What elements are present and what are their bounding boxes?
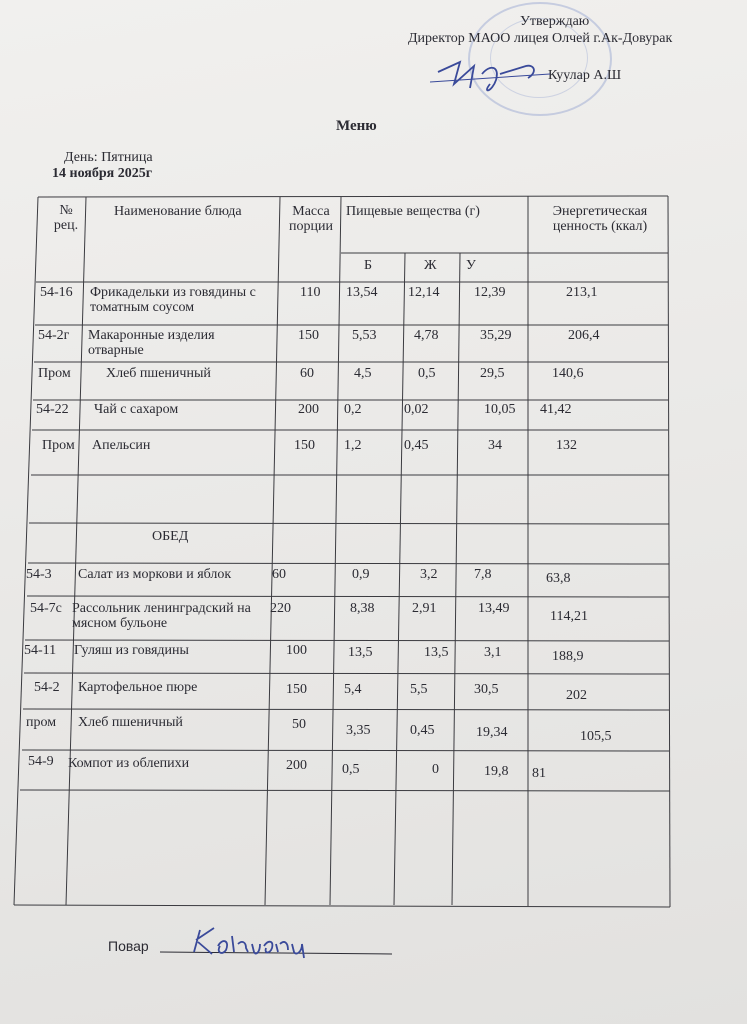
row-mass: 50 (292, 717, 306, 732)
row-u: 7,8 (474, 567, 492, 582)
header-zh: Ж (424, 258, 437, 273)
row-zh: 0,45 (404, 438, 429, 453)
row-b: 5,4 (344, 682, 362, 697)
row-num: 54-22 (36, 402, 69, 417)
header-name: Наименование блюда (114, 204, 242, 219)
row-name: Хлеб пшеничный (78, 715, 183, 730)
row-kcal: 213,1 (566, 285, 598, 300)
row-u: 29,5 (480, 366, 505, 381)
row-u: 35,29 (480, 328, 512, 343)
row-b: 0,2 (344, 402, 362, 417)
row-mass: 110 (300, 285, 321, 300)
director-line: Директор МАОО лицея Олчей г.Ак-Довурак (408, 31, 673, 46)
row-b: 3,35 (346, 723, 371, 738)
row-mass: 220 (270, 601, 291, 616)
header-mass: Масса порции (289, 204, 333, 234)
row-u: 3,1 (484, 645, 502, 660)
row-zh: 0 (432, 762, 439, 777)
header-u: У (466, 258, 476, 273)
row-zh: 5,5 (410, 682, 428, 697)
page-title: Меню (336, 118, 377, 134)
row-u: 19,8 (484, 764, 509, 779)
row-zh: 0,45 (410, 723, 435, 738)
row-zh: 0,5 (418, 366, 436, 381)
row-b: 0,9 (352, 567, 370, 582)
header-num: № рец. (53, 203, 79, 233)
director-name: Куулар А.Ш (548, 68, 622, 83)
row-u: 19,34 (476, 725, 508, 740)
row-u: 10,05 (484, 402, 516, 417)
row-num: 54-9 (28, 754, 54, 769)
row-zh: 3,2 (420, 567, 438, 582)
row-name: Чай с сахаром (94, 402, 179, 417)
row-num: 54-2г (38, 328, 70, 343)
row-name: Макаронные изделия отварные (88, 328, 215, 358)
row-kcal: 81 (532, 766, 546, 781)
row-u: 13,49 (478, 601, 510, 616)
row-mass: 60 (300, 366, 314, 381)
row-name: Салат из моркови и яблок (78, 567, 232, 582)
row-b: 13,54 (346, 285, 378, 300)
row-zh: 0,02 (404, 402, 429, 417)
row-kcal: 105,5 (580, 729, 612, 744)
row-b: 1,2 (344, 438, 362, 453)
day-label: День: Пятница (64, 150, 153, 165)
row-num: Пром (42, 438, 75, 453)
row-num: 54-3 (26, 567, 52, 582)
row-name: Фрикадельки из говядины с томатным соусом (90, 285, 256, 315)
row-kcal: 188,9 (552, 649, 584, 664)
row-u: 30,5 (474, 682, 499, 697)
row-kcal: 206,4 (568, 328, 600, 343)
row-b: 8,38 (350, 601, 375, 616)
row-num: 54-7с (30, 601, 62, 616)
row-mass: 200 (298, 402, 319, 417)
row-num: 54-16 (40, 285, 73, 300)
row-kcal: 140,6 (552, 366, 584, 381)
row-mass: 150 (286, 682, 307, 697)
row-kcal: 132 (556, 438, 577, 453)
header-b: Б (364, 258, 373, 273)
row-num: пром (26, 715, 57, 730)
row-mass: 150 (298, 328, 319, 343)
row-num: 54-11 (24, 643, 57, 658)
row-name: Гуляш из говядины (74, 643, 189, 658)
row-mass: 200 (286, 758, 307, 773)
row-kcal: 114,21 (550, 609, 588, 624)
cook-label: Повар (108, 938, 149, 954)
row-kcal: 202 (566, 688, 587, 703)
row-zh: 13,5 (424, 645, 449, 660)
approve-word: Утверждаю (520, 14, 590, 29)
row-b: 5,53 (352, 328, 377, 343)
row-name: Рассольник ленинградский на мясном бульоне (72, 601, 251, 631)
row-kcal: 41,42 (540, 402, 572, 417)
cook-signature (156, 918, 396, 962)
date-label: 14 ноября 2025г (52, 166, 153, 181)
row-kcal: 63,8 (546, 571, 571, 586)
header-nutrients: Пищевые вещества (г) (346, 204, 480, 219)
header-energy: Энергетическая ценность (ккал) (552, 204, 648, 234)
row-name: Апельсин (92, 438, 151, 453)
row-num: Пром (38, 366, 71, 381)
row-b: 13,5 (348, 645, 373, 660)
row-name: Компот из облепихи (68, 756, 190, 771)
lunch-section-label: ОБЕД (152, 529, 189, 544)
row-name: Хлеб пшеничный (106, 366, 211, 381)
row-b: 0,5 (342, 762, 360, 777)
row-mass: 150 (294, 438, 315, 453)
row-zh: 4,78 (414, 328, 439, 343)
row-num: 54-2 (34, 680, 60, 695)
row-b: 4,5 (354, 366, 372, 381)
row-zh: 12,14 (408, 285, 440, 300)
row-zh: 2,91 (412, 601, 437, 616)
row-mass: 100 (286, 643, 307, 658)
row-name: Картофельное пюре (78, 680, 198, 695)
row-mass: 60 (272, 567, 286, 582)
row-u: 34 (488, 438, 502, 453)
row-u: 12,39 (474, 285, 506, 300)
